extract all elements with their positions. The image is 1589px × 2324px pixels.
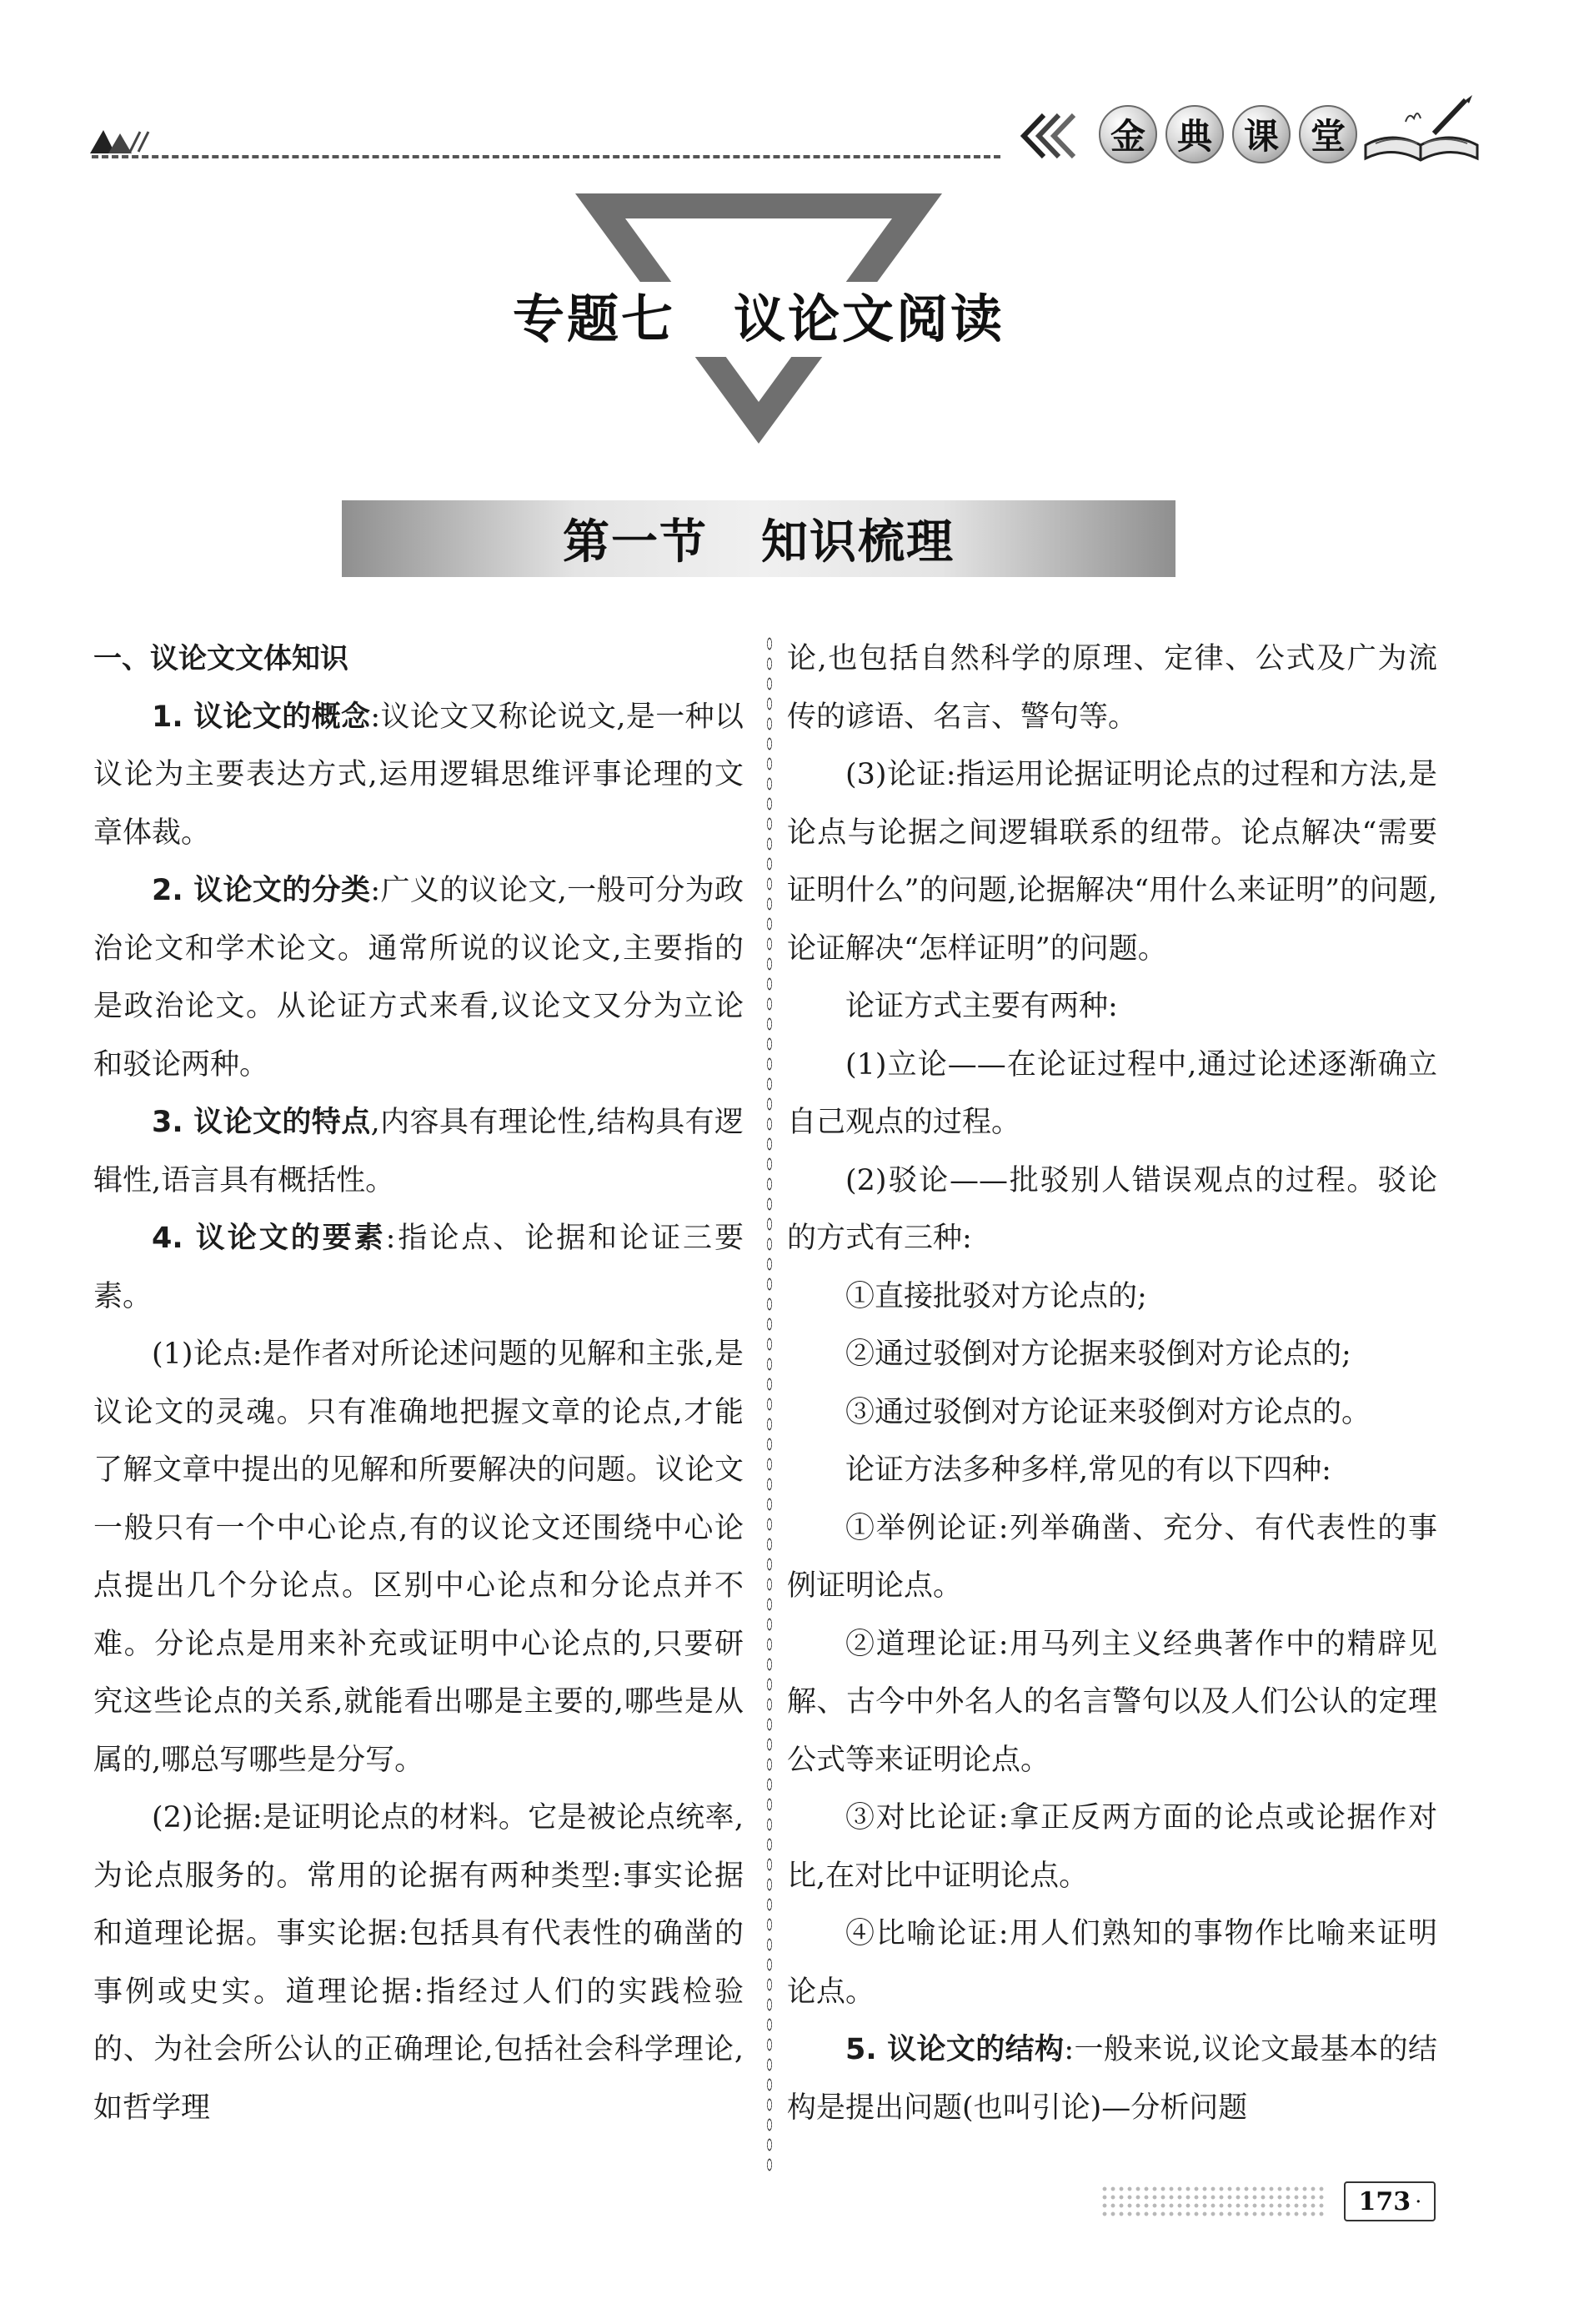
- double-chevron-left-icon: [1015, 110, 1090, 162]
- text-features: ,内容具有理论性,结构具有逻辑性,语言具有概括性。: [93, 1106, 744, 1197]
- list-item-refute-3: ③通过驳倒对方论证来驳倒对方论点的。: [845, 1395, 1371, 1429]
- brand-char-3: 课: [1232, 105, 1291, 163]
- section-name: 知识梳理: [761, 514, 955, 570]
- list-item-method-example: ①举例论证:列举确凿、充分、有代表性的事例证明论点。: [787, 1511, 1437, 1603]
- paragraph-argument-modes: 论证方式主要有两种:: [845, 990, 1118, 1023]
- paragraph-concept: [93, 689, 744, 863]
- section-label: 第一节: [563, 514, 708, 570]
- list-item-method-reasoning: ②道理论证:用马列主义经典著作中的精辟见解、古今中外名人的名言警句以及人们公认的定理公式等来证明论点。: [787, 1627, 1437, 1777]
- mountain-logo-icon: [90, 125, 157, 155]
- list-item-refute-1: ①直接批驳对方论点的;: [845, 1279, 1147, 1313]
- paragraph-features: [93, 1094, 744, 1210]
- keyword-elements: 4. 议论文的要素: [152, 1222, 386, 1255]
- open-book-pencil-icon: [1359, 93, 1484, 168]
- list-item-refute-2: ②通过驳倒对方论据来驳倒对方论点的;: [845, 1338, 1351, 1371]
- right-column: [787, 630, 1437, 2137]
- column-divider: [764, 635, 774, 2178]
- paragraph-argument-point: (1)论点:是作者对所论述问题的见解和主张,是议论文的灵魂。只有准确地把握文章的论点,才能了解文章中提出的见解和所要解决的问题。议论文一般只有一个中心论点,有的议论文还围绕中心论点提出几个分论点。区别中心论点和分论点并不难。分论点是用来补充或证明中心论点的,只要研究这些论点的关系,就能看出哪是主要的,哪些是从属的,哪总写哪些是分写。: [93, 1338, 744, 1777]
- left-column: [93, 630, 744, 2137]
- list-item-method-analogy: ④比喻论证:用人们熟知的事物作比喻来证明论点。: [787, 1917, 1437, 2009]
- page-number-dot-icon: ·: [1416, 2192, 1421, 2211]
- topic-title: [467, 282, 1050, 357]
- keyword-classification: 2. 议论文的分类: [152, 874, 371, 907]
- paragraph-evidence: (2)论据:是证明论点的材料。它是被论点统率,为论点服务的。常用的论据有两种类型:事实论据和道理论据。事实论据:包括具有代表性的确凿的事例或史实。道理论据:指经过人们的实践检验的、为社会所公认的正确理论,包括社会科学理论,如哲学理: [93, 1801, 744, 2125]
- topic-name: 议论文阅读: [734, 289, 1005, 349]
- paragraph-classification: [93, 862, 744, 1094]
- paragraph-refute: (2)驳论——批驳别人错误观点的过程。驳论的方式有三种:: [787, 1163, 1437, 1255]
- paragraph-structure: [787, 2021, 1437, 2137]
- text-elements: :指论点、论据和论证三要素。: [93, 1222, 744, 1313]
- paragraph-argumentation: (3)论证:指运用论据证明论点的过程和方法,是论点与论据之间逻辑联系的纽带。论点解决“需要证明什么”的问题,论据解决“用什么来证明”的问题,论证解决“怎样证明”的问题。: [787, 758, 1437, 966]
- paragraph-establish: (1)立论——在论证过程中,通过论述逐渐确立自己观点的过程。: [787, 1047, 1437, 1139]
- paragraph-evidence-continued: 论,也包括自然科学的原理、定律、公式及广为流传的谚语、名言、警句等。: [787, 642, 1437, 734]
- list-item-method-contrast: ③对比论证:拿正反两方面的论点或论据作对比,在对比中证明论点。: [787, 1801, 1437, 1893]
- keyword-concept: 1. 议论文的概念: [152, 700, 371, 734]
- text-classification: :广义的议论文,一般可分为政治论文和学术论文。通常所说的议论文,主要指的是政治论文。从论证方式来看,议论文又分为立论和驳论两种。: [93, 874, 744, 1082]
- paragraph-elements: [93, 1210, 744, 1326]
- brand-char-1: 金: [1099, 105, 1157, 163]
- page-number-box: [1344, 2181, 1436, 2221]
- topic-label: 专题七: [512, 289, 675, 349]
- section-banner: [342, 500, 1175, 577]
- text-concept: :议论文又称论说文,是一种以议论为主要表达方式,运用逻辑思维评事论理的文章体裁。: [93, 700, 744, 850]
- keyword-structure: 5. 议论文的结构: [845, 2033, 1065, 2066]
- paragraph-methods: 论证方法多种多样,常见的有以下四种:: [845, 1453, 1331, 1487]
- keyword-features: 3. 议论文的特点: [152, 1106, 371, 1139]
- brand-char-4: 堂: [1299, 105, 1357, 163]
- brand-char-2: 典: [1165, 105, 1224, 163]
- header-dashed-rule: [92, 155, 1000, 158]
- page-number: 173: [1358, 2186, 1411, 2216]
- footer-dot-pattern: [1100, 2185, 1326, 2218]
- section-heading: 一、议论文文体知识: [93, 642, 348, 675]
- text-structure: :一般来说,议论文最基本的结构是提出问题(也叫引论)—分析问题: [787, 2033, 1437, 2125]
- brand-logo: [1099, 105, 1357, 163]
